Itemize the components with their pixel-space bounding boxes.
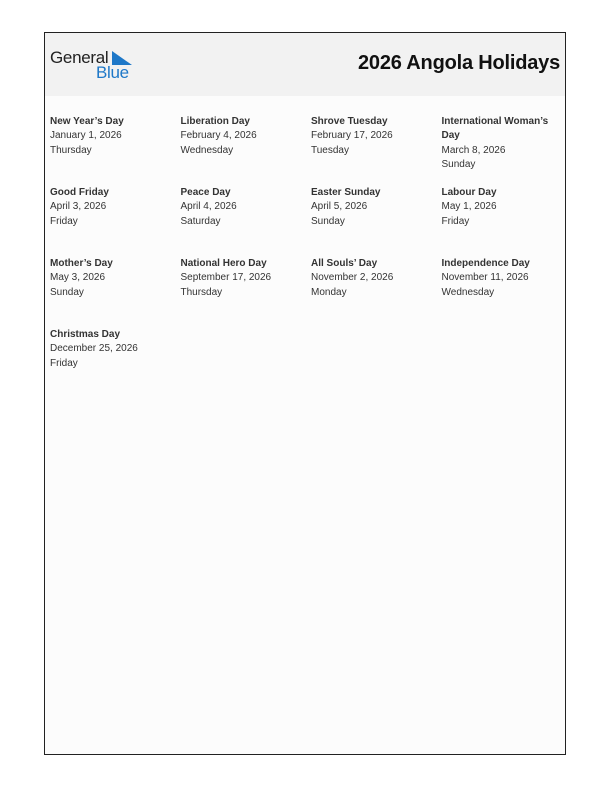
holiday-name: Mother’s Day (50, 258, 113, 269)
holiday-date: February 4, 2026 (180, 130, 257, 142)
holiday-item (311, 257, 442, 328)
holiday-date: February 17, 2026 (311, 130, 393, 142)
holiday-weekday: Wednesday (180, 144, 234, 156)
holiday-item (50, 115, 181, 186)
holiday-weekday: Thursday (180, 286, 223, 298)
holiday-date: December 25, 2026 (50, 343, 138, 355)
holiday-weekday: Wednesday (441, 286, 495, 298)
holiday-item (181, 186, 312, 257)
holiday-name: International Woman’s Day (441, 116, 549, 142)
holiday-name: Independence Day (441, 258, 530, 269)
holiday-item (50, 186, 181, 257)
page-frame (44, 32, 566, 755)
holiday-list (50, 115, 565, 399)
holiday-weekday: Friday (441, 215, 470, 227)
holiday-weekday: Friday (50, 215, 78, 227)
holiday-date: April 5, 2026 (311, 201, 368, 213)
header (45, 33, 565, 96)
holiday-name: Labour Day (441, 187, 497, 198)
holiday-date: November 11, 2026 (441, 272, 529, 284)
holiday-name: New Year’s Day (50, 116, 124, 127)
holiday-weekday: Sunday (311, 215, 345, 227)
page-title: 2026 Angola Holidays (358, 52, 560, 74)
holiday-item (442, 257, 566, 328)
holiday-item (181, 115, 312, 186)
holiday-name: All Souls’ Day (311, 258, 378, 269)
holiday-date: November 2, 2026 (311, 272, 394, 284)
holiday-weekday: Monday (311, 286, 347, 298)
holiday-date: April 4, 2026 (180, 201, 237, 213)
holiday-weekday: Sunday (50, 286, 84, 298)
holiday-name: National Hero Day (180, 258, 267, 269)
holiday-item (50, 257, 181, 328)
holiday-name: Liberation Day (180, 116, 250, 127)
holiday-date: May 3, 2026 (50, 272, 106, 284)
holiday-name: Easter Sunday (311, 187, 381, 198)
holiday-item (442, 186, 566, 257)
holiday-item (50, 328, 181, 399)
holiday-item (181, 257, 312, 328)
holiday-name: Christmas Day (50, 329, 121, 340)
holiday-name: Good Friday (50, 187, 109, 198)
holiday-item (311, 186, 442, 257)
holiday-date: March 8, 2026 (441, 144, 506, 156)
holiday-weekday: Sunday (441, 158, 476, 170)
holiday-name: Shrove Tuesday (311, 116, 388, 127)
holiday-date: April 3, 2026 (50, 201, 107, 213)
logo-word-general: General (50, 48, 109, 67)
holiday-weekday: Friday (50, 357, 78, 369)
logo-word-blue: Blue (96, 63, 129, 82)
holiday-item (311, 115, 442, 186)
holiday-date: January 1, 2026 (50, 130, 122, 142)
holiday-weekday: Saturday (180, 215, 221, 227)
holiday-name: Peace Day (180, 187, 231, 198)
holiday-date: May 1, 2026 (441, 201, 497, 213)
holiday-date: September 17, 2026 (180, 272, 272, 284)
holiday-weekday: Thursday (50, 144, 92, 156)
holiday-item (442, 115, 566, 186)
holiday-weekday: Tuesday (311, 144, 349, 156)
generalblue-logo[interactable] (50, 48, 140, 84)
